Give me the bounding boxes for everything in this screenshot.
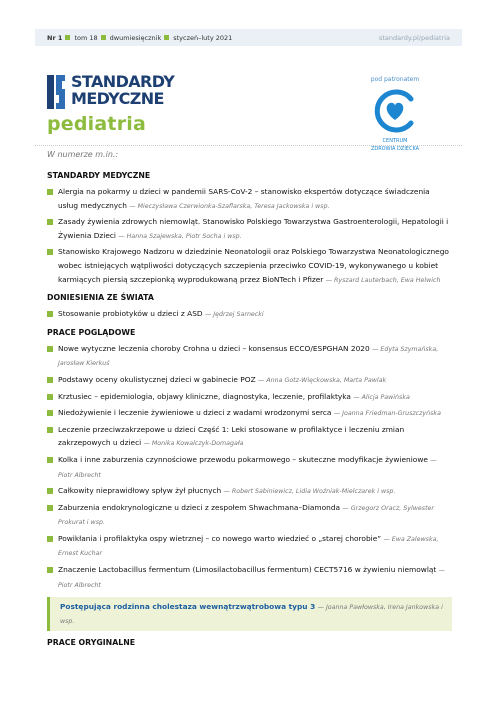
green-square-icon	[47, 457, 53, 463]
article-item[interactable]	[47, 484, 452, 499]
featured-article[interactable]	[47, 597, 452, 631]
section-prace-pogladowe	[47, 328, 452, 632]
article-item[interactable]	[47, 185, 452, 213]
article-title: Nowe wytyczne leczenia choroby Crohna u dzieci – konsensus ECCO/ESPGHAN 2020	[58, 343, 370, 353]
article-item[interactable]	[47, 342, 452, 371]
article-item[interactable]	[47, 373, 452, 388]
green-square-icon	[47, 567, 53, 573]
green-square-icon	[47, 249, 53, 255]
article-authors: — Piotr Albrecht	[58, 567, 445, 589]
featured-article-authors: — Joanna Pawłowska, Irena Jankowska i wsp.	[60, 604, 443, 626]
article-title: Stanowisko Krajowego Nadzoru w dziedzinie Neonatologii oraz Polskiego Towarzystwa Neonatologicznego wobec istniejących wątpliwości dotyczących szczepienia przeciwko COVID-19, wykonywanego u kobiet karmiących piersią szczepionką wyprodukowaną przez BioNTech i Pfizer	[58, 247, 449, 284]
green-square-icon	[47, 377, 53, 383]
article-title: Kolka i inne zaburzenia czynnościowe przewodu pokarmowego – skuteczne modyfikacje żywieniowe	[58, 454, 428, 464]
section-title: PRACE ORYGINALNE	[47, 638, 136, 648]
center-name-line-2: ZDROWIA DZIECKA	[370, 145, 420, 152]
green-square-icon	[47, 346, 53, 352]
article-item[interactable]	[47, 406, 452, 421]
article-item[interactable]	[47, 245, 452, 287]
green-square-icon	[47, 505, 53, 511]
logo-line-2: MEDYCZNE	[71, 89, 164, 108]
article-authors: — Monika Kowalczyk-Domagała	[143, 440, 244, 448]
section-title: STANDARDY MEDYCZNE	[47, 171, 151, 180]
article-title: Całkowity nieprawidłowy spływ żył płucnych	[58, 486, 222, 496]
article-title: Alergia na pokarmy u dzieci w pandemii SARS-CoV-2 – stanowisko ekspertów dotyczące świadczenia usług medycznych	[58, 187, 430, 210]
article-title: Krztusiec – epidemiologia, objawy kliniczne, diagnostyka, leczenie, profilaktyka	[58, 391, 351, 401]
patronage-label: pod patronatem	[370, 76, 420, 83]
article-authors: — Anna Gotz-Więckowska, Marta Pawlak	[258, 376, 387, 384]
article-title: Podstawy oceny okulistycznej dzieci w gabinecie POZ	[58, 374, 256, 384]
article-item[interactable]	[47, 307, 452, 322]
logo-s-mark-icon	[47, 75, 65, 109]
table-of-contents	[47, 150, 452, 653]
article-authors: — Ryszard Lauterbach, Ewa Helwich	[325, 276, 441, 284]
article-authors: — Edyta Szymańska, Jarosław Kierkuś	[58, 345, 439, 368]
issue-number: Nr 1	[47, 33, 63, 42]
featured-article-title: Postępująca rodzinna cholestaza wewnątrzwątrobowa typu 3	[60, 602, 316, 612]
article-authors: — Robert Sabiniewicz, Lidia Woźniak-Mielczarek i wsp.	[223, 488, 396, 496]
issue-bar	[35, 29, 462, 46]
article-title: Zasady żywienia zdrowych niemowląt. Stanowisko Polskiego Towarzystwa Gastroenterologii, Hepatologii i Żywienia Dzieci	[58, 217, 449, 240]
green-square-icon	[47, 219, 53, 225]
article-authors: — Mieczysława Czerwionka-Szaflarska, Teresa Jackowska i wsp.	[129, 202, 330, 210]
logo-wordmark	[71, 73, 174, 107]
green-square-icon	[47, 394, 53, 400]
green-square-icon	[164, 35, 169, 40]
article-item[interactable]	[47, 423, 452, 451]
section-doniesienia	[47, 293, 452, 322]
toc-intro: W numerze m.in.:	[47, 150, 119, 159]
article-title: Leczenie przeciwzakrzepowe u dzieci Część 1: Leki stosowane w profilaktyce i leczeniu zmian zakrzepowych u dzieci	[58, 424, 405, 448]
logo-line-1: STANDARDY	[71, 72, 175, 91]
section-standardy-medyczne	[47, 171, 452, 287]
patronage-block	[340, 76, 450, 152]
section-title: DONIESIENIA ZE ŚWIATA	[47, 293, 154, 303]
article-authors: — Alicja Pawińska	[353, 393, 410, 401]
journal-subtitle: pediatria	[47, 113, 147, 135]
article-title: Niedożywienie i leczenie żywieniowe u dzieci z wadami wrodzonymi serca	[58, 408, 332, 418]
article-item[interactable]	[47, 453, 452, 482]
journal-logo	[47, 73, 207, 113]
section-title: PRACE POGLĄDOWE	[47, 327, 136, 337]
green-square-icon	[47, 410, 53, 416]
article-title: Zaburzenia endokrynologiczne u dzieci z zespołem Shwachmana–Diamonda	[58, 502, 341, 512]
article-authors: — Ewa Zalewska, Ernest Kuchar	[58, 535, 439, 558]
article-item[interactable]	[47, 390, 452, 405]
issue-meta	[47, 34, 232, 42]
green-square-icon	[101, 35, 106, 40]
green-square-icon	[47, 427, 53, 433]
article-authors: — Hanna Szajewska, Piotr Socha i wsp.	[118, 232, 242, 240]
article-authors: — Piotr Albrecht	[58, 456, 437, 479]
article-authors: — Grzegorz Oracz, Sylwester Prokurat i wsp.	[58, 504, 434, 527]
green-square-icon	[47, 536, 53, 542]
green-square-icon	[47, 189, 53, 195]
article-authors: — Jędrzej Sarnecki	[204, 311, 264, 319]
article-title: Znaczenie Lactobacillus fermentum (Limosilactobacillus fermentum) CECT5716 w żywieniu niemowląt	[58, 565, 437, 575]
article-item[interactable]	[47, 501, 452, 530]
green-square-icon	[47, 488, 53, 494]
issue-frequency: dwumiesięcznik	[109, 33, 162, 42]
center-name-line-1: CENTRUM	[382, 138, 408, 144]
article-item[interactable]	[47, 532, 452, 561]
header-divider	[35, 145, 462, 146]
article-item[interactable]	[47, 215, 452, 243]
green-square-icon	[65, 35, 70, 40]
issue-period: styczeń–luty 2021	[173, 33, 233, 42]
green-square-icon	[47, 311, 53, 317]
article-title: Powikłania i profilaktyka ospy wietrznej – co nowego warto wiedzieć o „starej chorobie”	[58, 533, 382, 543]
issue-volume: tom 18	[74, 33, 98, 42]
site-link[interactable]: standardy.pl/pediatria	[379, 33, 450, 42]
article-authors: — Joanna Friedman-Gruszczyńska	[333, 410, 441, 418]
section-prace-oryginalne	[47, 638, 452, 647]
heart-emblem-icon	[373, 89, 417, 133]
article-title: Stosowanie probiotyków u dzieci z ASD	[58, 309, 203, 319]
article-item[interactable]	[47, 563, 452, 592]
